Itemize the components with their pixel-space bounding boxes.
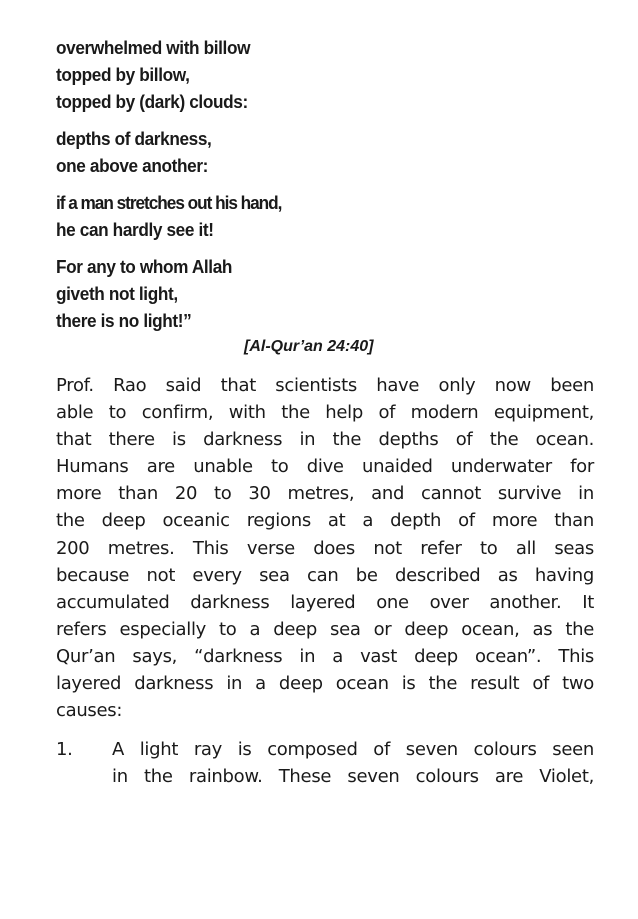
paragraph-line: able to confirm, with the help of modern equipment, [56, 402, 594, 424]
verse-line: For any to whom Allah [56, 256, 233, 277]
page-content [56, 34, 594, 790]
paragraph-line: causes: [56, 700, 123, 722]
verse-stanza-1 [56, 34, 556, 115]
list-item-number: 1. [56, 739, 73, 761]
verse-citation: [Al-Qur’an 24:40] [244, 338, 374, 355]
paragraph-line: Humans are unable to dive unaided underwater for [56, 456, 594, 478]
paragraph-line: more than 20 to 30 metres, and cannot survive in [56, 483, 594, 505]
paragraph-line: layered darkness in a deep ocean is the result of two [56, 673, 594, 695]
verse-line: depths of darkness, [56, 128, 212, 149]
verse-line: topped by (dark) clouds: [56, 91, 248, 112]
verse-line: he can hardly see it! [56, 219, 214, 240]
paragraph-line: that there is darkness in the depths of the ocean. [56, 429, 594, 451]
paragraph-line: 200 metres. This verse does not refer to all seas [56, 537, 594, 559]
paragraph-line: the deep oceanic regions at a depth of more than [56, 510, 594, 532]
paragraph-line: refers especially to a deep sea or deep ocean, as the [56, 618, 594, 640]
numbered-list-item [56, 736, 594, 790]
verse-stanza-4 [56, 253, 556, 334]
list-item-text [112, 736, 594, 790]
body-paragraph [56, 372, 594, 724]
verse-line: overwhelmed with billow [56, 37, 251, 58]
paragraph-line: Prof. Rao said that scientists have only now been [56, 375, 594, 396]
list-item-line: in the rainbow. These seven colours are Violet, [112, 766, 594, 788]
verse-line: one above another: [56, 155, 208, 176]
verse-line: topped by billow, [56, 64, 190, 85]
list-item-line: A light ray is composed of seven colours seen [112, 739, 594, 761]
paragraph-line: Qur’an says, “darkness in a vast deep ocean”. This [56, 645, 594, 667]
paragraph-line: accumulated darkness layered one over another. It [56, 591, 594, 613]
verse-stanza-2 [56, 125, 556, 179]
paragraph-line: because not every sea can be described as having [56, 564, 594, 586]
verse-stanza-3 [56, 189, 556, 243]
verse-quotation [56, 34, 594, 358]
verse-line: if a man stretches out his hand, [56, 192, 282, 213]
verse-line: giveth not light, [56, 283, 178, 304]
verse-line: there is no light!” [56, 310, 192, 331]
